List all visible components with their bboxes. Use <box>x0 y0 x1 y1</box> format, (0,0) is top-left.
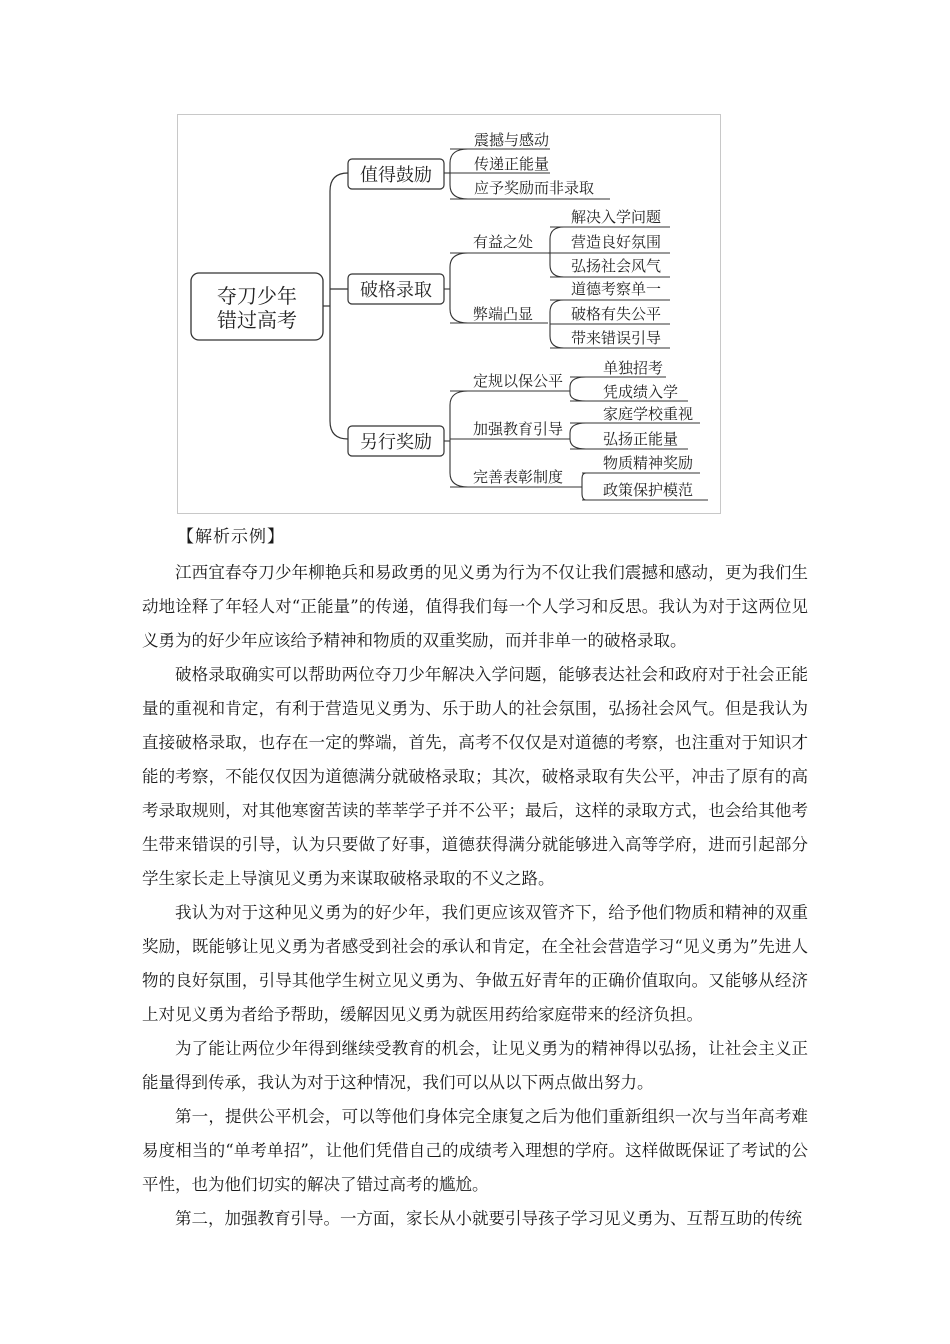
branch-3-sub-2-label: 加强教育引导 <box>473 420 564 438</box>
root-connectors <box>323 173 348 439</box>
branch-3-sub-3-item-1: 物质精神奖励 <box>603 454 694 472</box>
branch-2-sub-2-item-2: 破格有失公平 <box>571 305 662 323</box>
paragraph: 我认为对于这种见义勇为的好少年，我们更应该双管齐下，给予他们物质和精神的双重奖励，既能够让见义勇为者感受到社会的承认和肯定，在全社会营造学习“见义勇为”先进人物的良好氛围，引导其他学生树立见义勇为、争做五好青年的正确价值取向。又能够从经济上对见义勇为者给予帮助，缓解因见义勇为就医用药给家庭带来的经济负担。 <box>142 903 808 1024</box>
branch-2-label: 破格录取 <box>360 280 432 301</box>
branch-3-sub-2-item-1: 家庭学校重视 <box>603 405 694 423</box>
branch-2-sub-2-item-1: 道德考察单一 <box>571 280 662 298</box>
paragraph: 江西宜春夺刀少年柳艳兵和易政勇的见义勇为行为不仅让我们震撼和感动，更为我们生动地诠释了年轻人对“正能量”的传递，值得我们每一个人学习和反思。我认为对于这两位见义勇为的好少年应该给予精神和物质的双重奖励，而并非单一的破格录取。 <box>142 563 808 650</box>
mind-map-svg <box>178 115 720 513</box>
branch-1-item-3: 应予奖励而非录取 <box>474 179 595 197</box>
body-text <box>142 556 808 1236</box>
branch-3-sub-2-item-2: 弘扬正能量 <box>603 430 679 448</box>
paragraph: 为了能让两位少年得到继续受教育的机会，让见义勇为的精神得以弘扬，让社会主义正能量得到传承，我认为对于这种情况，我们可以从以下两点做出努力。 <box>142 1039 808 1092</box>
branch-2-sub-2-item-3: 带来错误引导 <box>571 329 662 347</box>
branch-2-sub-1-item-3: 弘扬社会风气 <box>571 257 662 275</box>
section-heading: 【解析示例】 <box>177 527 285 547</box>
paragraph: 破格录取确实可以帮助两位夺刀少年解决入学问题，能够表达社会和政府对于社会正能量的重视和肯定，有利于营造见义勇为、乐于助人的社会氛围，弘扬社会风气。但是我认为直接破格录取，也存在一定的弊端，首先，高考不仅仅是对道德的考察，也注重对于知识才能的考察，不能仅仅因为道德满分就破格录取；其次，破格录取有失公平，冲击了原有的高考录取规则，对其他寒窗苦读的莘莘学子并不公平；最后，这样的录取方式，也会给其他考生带来错误的引导，认为只要做了好事，道德获得满分就能够进入高等学府，进而引起部分学生家长走上导演见义勇为来谋取破格录取的不义之路。 <box>142 665 808 888</box>
branch-2-sub-1-item-1: 解决入学问题 <box>571 208 662 226</box>
root-line-1: 夺刀少年 <box>217 284 297 308</box>
paragraph: 第二，加强教育引导。一方面，家长从小就要引导孩子学习见义勇为、互帮互助的传统 <box>175 1209 802 1228</box>
branch-3-sub-1-item-2: 凭成绩入学 <box>603 383 679 401</box>
branch-1-label: 值得鼓励 <box>360 165 432 186</box>
branch-3-label: 另行奖励 <box>360 432 432 453</box>
root-line-2: 错过高考 <box>217 308 297 332</box>
branch-3-sub-1-label: 定规以保公平 <box>473 372 564 390</box>
mind-map-figure <box>177 114 721 514</box>
branch-3-sub-3-label: 完善表彰制度 <box>473 468 564 486</box>
branch-2-sub-1-label: 有益之处 <box>473 233 534 251</box>
paragraph: 第一，提供公平机会，可以等他们身体完全康复之后为他们重新组织一次与当年高考难易度相当的“单考单招”，让他们凭借自己的成绩考入理想的学府。这样做既保证了考试的公平性，也为他们切实的解决了错过高考的尴尬。 <box>142 1107 808 1194</box>
branch-1-item-1: 震撼与感动 <box>474 131 550 149</box>
branch-3-sub-1-item-1: 单独招考 <box>603 359 664 377</box>
branch-2-sub-1-item-2: 营造良好氛围 <box>571 233 662 251</box>
branch-1-item-2: 传递正能量 <box>474 155 550 173</box>
branch-2-sub-2-label: 弊端凸显 <box>473 305 534 323</box>
branch-3-sub-3-item-2: 政策保护模范 <box>603 481 694 499</box>
